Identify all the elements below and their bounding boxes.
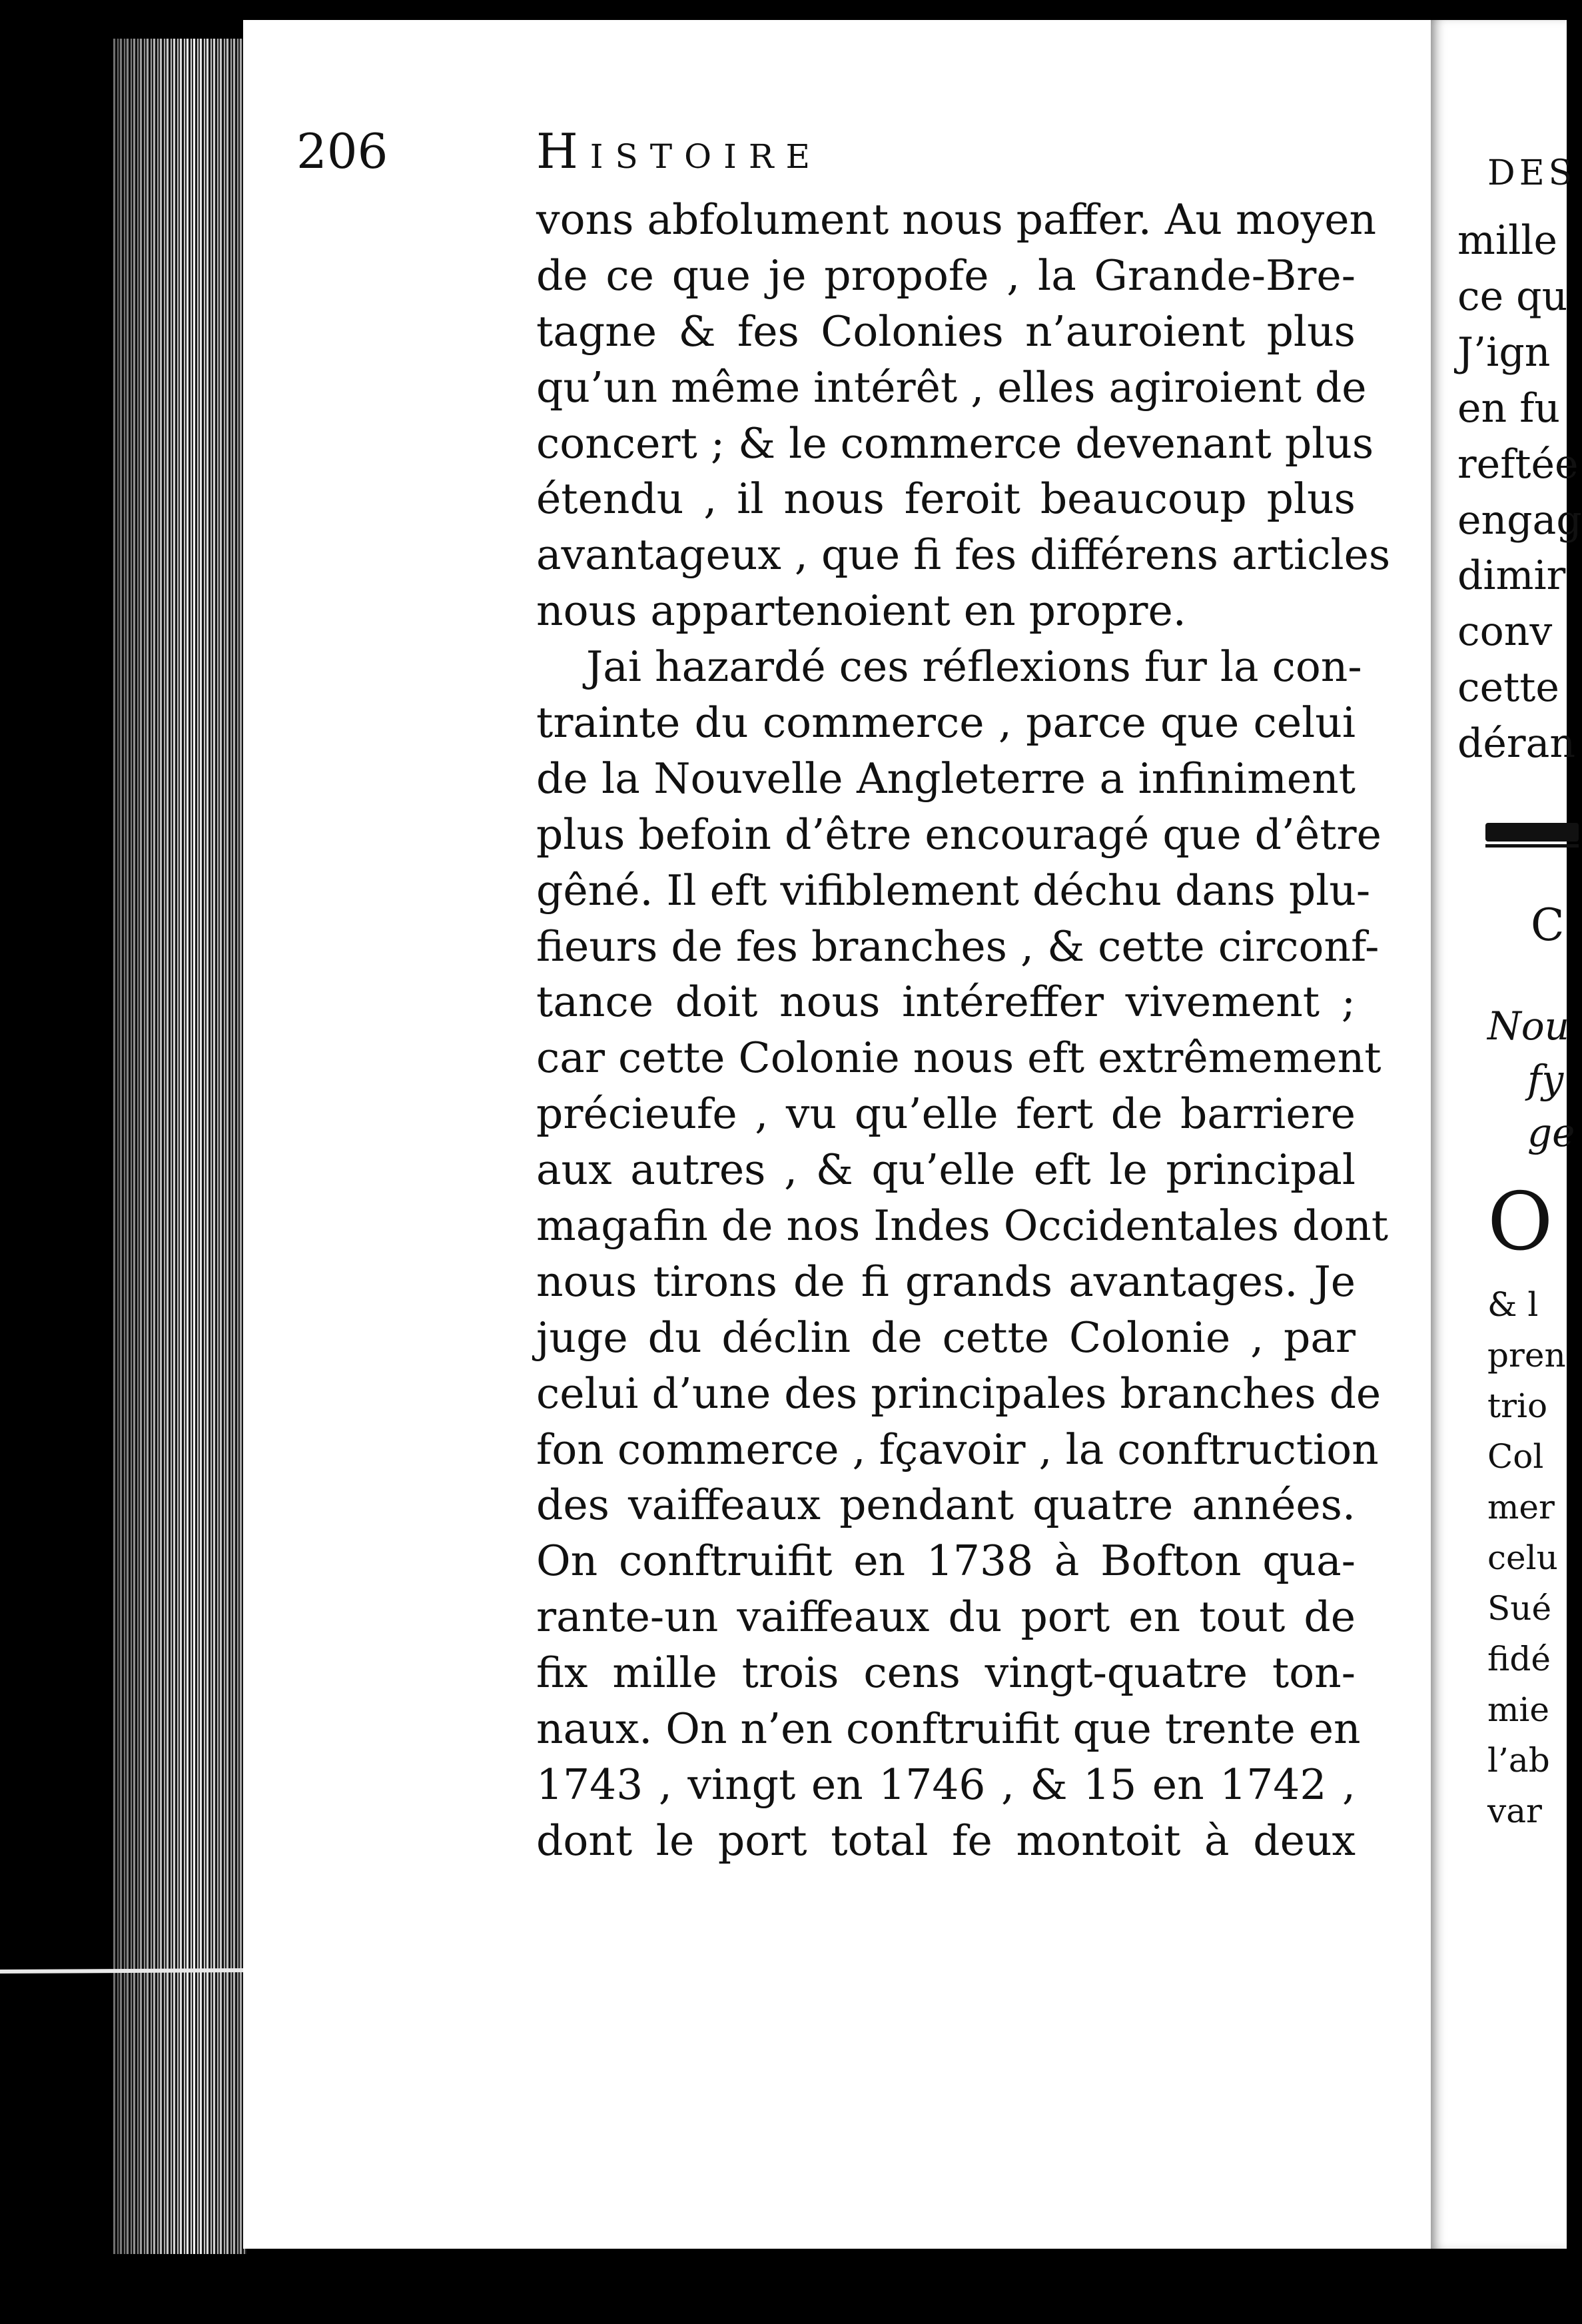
facing-body-line: fidé bbox=[1487, 1640, 1551, 1678]
facing-page-body bbox=[1487, 1279, 1566, 1836]
facing-text-line: ce qu bbox=[1457, 273, 1568, 320]
drop-cap: O bbox=[1487, 1176, 1553, 1269]
facing-body-line: celu bbox=[1487, 1538, 1558, 1577]
text-line: plus befoin d’être encouragé que d’être bbox=[536, 810, 1382, 859]
facing-body-line: Sué bbox=[1487, 1589, 1552, 1628]
text-line: de la Nouvelle Angleterre a infiniment bbox=[536, 754, 1356, 803]
facing-text-line: J’ign bbox=[1457, 328, 1551, 376]
summary-line: ge bbox=[1527, 1110, 1575, 1155]
text-line: précieufe , vu qu’elle fert de barriere bbox=[536, 1089, 1356, 1139]
text-line: vons abfolument nous paffer. Au moyen bbox=[536, 195, 1377, 244]
facing-page-text bbox=[1457, 213, 1582, 772]
text-line: qu’un même intérêt , elles agiroient de bbox=[536, 362, 1367, 412]
facing-body-line: & l bbox=[1487, 1285, 1539, 1324]
text-line: tagne & fes Colonies n’auroient plus bbox=[536, 306, 1356, 356]
facing-page-header: DES bbox=[1487, 153, 1577, 193]
facing-text-line: mille bbox=[1457, 217, 1557, 264]
facing-body-line: mie bbox=[1487, 1690, 1549, 1729]
page-edges bbox=[113, 39, 246, 2254]
facing-body-line: pren bbox=[1487, 1336, 1566, 1375]
text-line: fieurs de fes branches , & cette circonf- bbox=[536, 921, 1380, 971]
body-text bbox=[536, 192, 1391, 1869]
text-line: aux autres , & qu’elle eft le principal bbox=[536, 1145, 1356, 1195]
text-line: étendu , il nous feroit beaucoup plus bbox=[536, 474, 1356, 524]
text-line: avantageux , que fi fes différens articles bbox=[536, 530, 1391, 580]
facing-body-line: Col bbox=[1487, 1437, 1544, 1476]
summary-line: Nou bbox=[1487, 1003, 1570, 1049]
running-title: Histoire bbox=[536, 123, 823, 179]
facing-body-line: var bbox=[1487, 1792, 1542, 1830]
facing-text-line: engag bbox=[1457, 496, 1582, 544]
facing-body-line: l’ab bbox=[1487, 1741, 1550, 1780]
right-page bbox=[1431, 20, 1582, 2249]
text-line: gêné. Il eft vifiblement déchu dans plu- bbox=[536, 866, 1371, 915]
facing-text-line: reftée bbox=[1457, 440, 1579, 488]
chapter-heading: C bbox=[1531, 899, 1565, 951]
text-line: dont le port total fe montoit à deux bbox=[536, 1816, 1356, 1865]
text-line: de ce que je propofe , la Grande-Bre- bbox=[536, 251, 1356, 300]
text-line: Jai hazardé ces réflexions fur la con- bbox=[586, 642, 1362, 692]
summary-line: fy bbox=[1527, 1057, 1564, 1102]
facing-text-line: cette bbox=[1457, 664, 1559, 712]
text-line: car cette Colonie nous eft extrêmement bbox=[536, 1033, 1382, 1083]
chapter-summary bbox=[1487, 999, 1575, 1159]
facing-text-line: conv bbox=[1457, 608, 1553, 656]
facing-text-line: dimir bbox=[1457, 552, 1566, 600]
text-line: rante-un vaiffeaux du port en tout de bbox=[536, 1592, 1356, 1642]
ornament-rule bbox=[1485, 823, 1579, 842]
text-line: naux. On n’en conftruifit que trente en bbox=[536, 1704, 1361, 1754]
text-line: tance doit nous intéreffer vivement ; bbox=[536, 977, 1356, 1027]
text-line: celui d’une des principales branches de bbox=[536, 1369, 1382, 1418]
text-line: juge du déclin de cette Colonie , par bbox=[536, 1313, 1356, 1362]
facing-text-line: en fu bbox=[1457, 384, 1561, 432]
text-line: 1743 , vingt en 1746 , & 15 en 1742 , bbox=[536, 1760, 1356, 1809]
facing-body-line: trio bbox=[1487, 1387, 1548, 1425]
facing-body-line: mer bbox=[1487, 1488, 1555, 1526]
page-number: 206 bbox=[296, 123, 388, 179]
facing-text-line: déran bbox=[1457, 720, 1576, 768]
text-line: fix mille trois cens vingt-quatre ton- bbox=[536, 1648, 1356, 1698]
text-line: magafin de nos Indes Occidentales dont bbox=[536, 1201, 1389, 1251]
text-line: nous appartenoient en propre. bbox=[536, 586, 1186, 636]
text-line: concert ; & le commerce devenant plus bbox=[536, 418, 1374, 468]
text-line: nous tirons de fi grands avantages. Je bbox=[536, 1257, 1356, 1306]
text-line: fon commerce , fçavoir , la conftruction bbox=[536, 1425, 1379, 1474]
text-line: On conftruifit en 1738 à Bofton qua- bbox=[536, 1536, 1356, 1586]
text-line: des vaiffeaux pendant quatre années. bbox=[536, 1480, 1356, 1530]
page-header bbox=[296, 123, 1362, 190]
text-line: trainte du commerce , parce que celui bbox=[536, 698, 1356, 748]
